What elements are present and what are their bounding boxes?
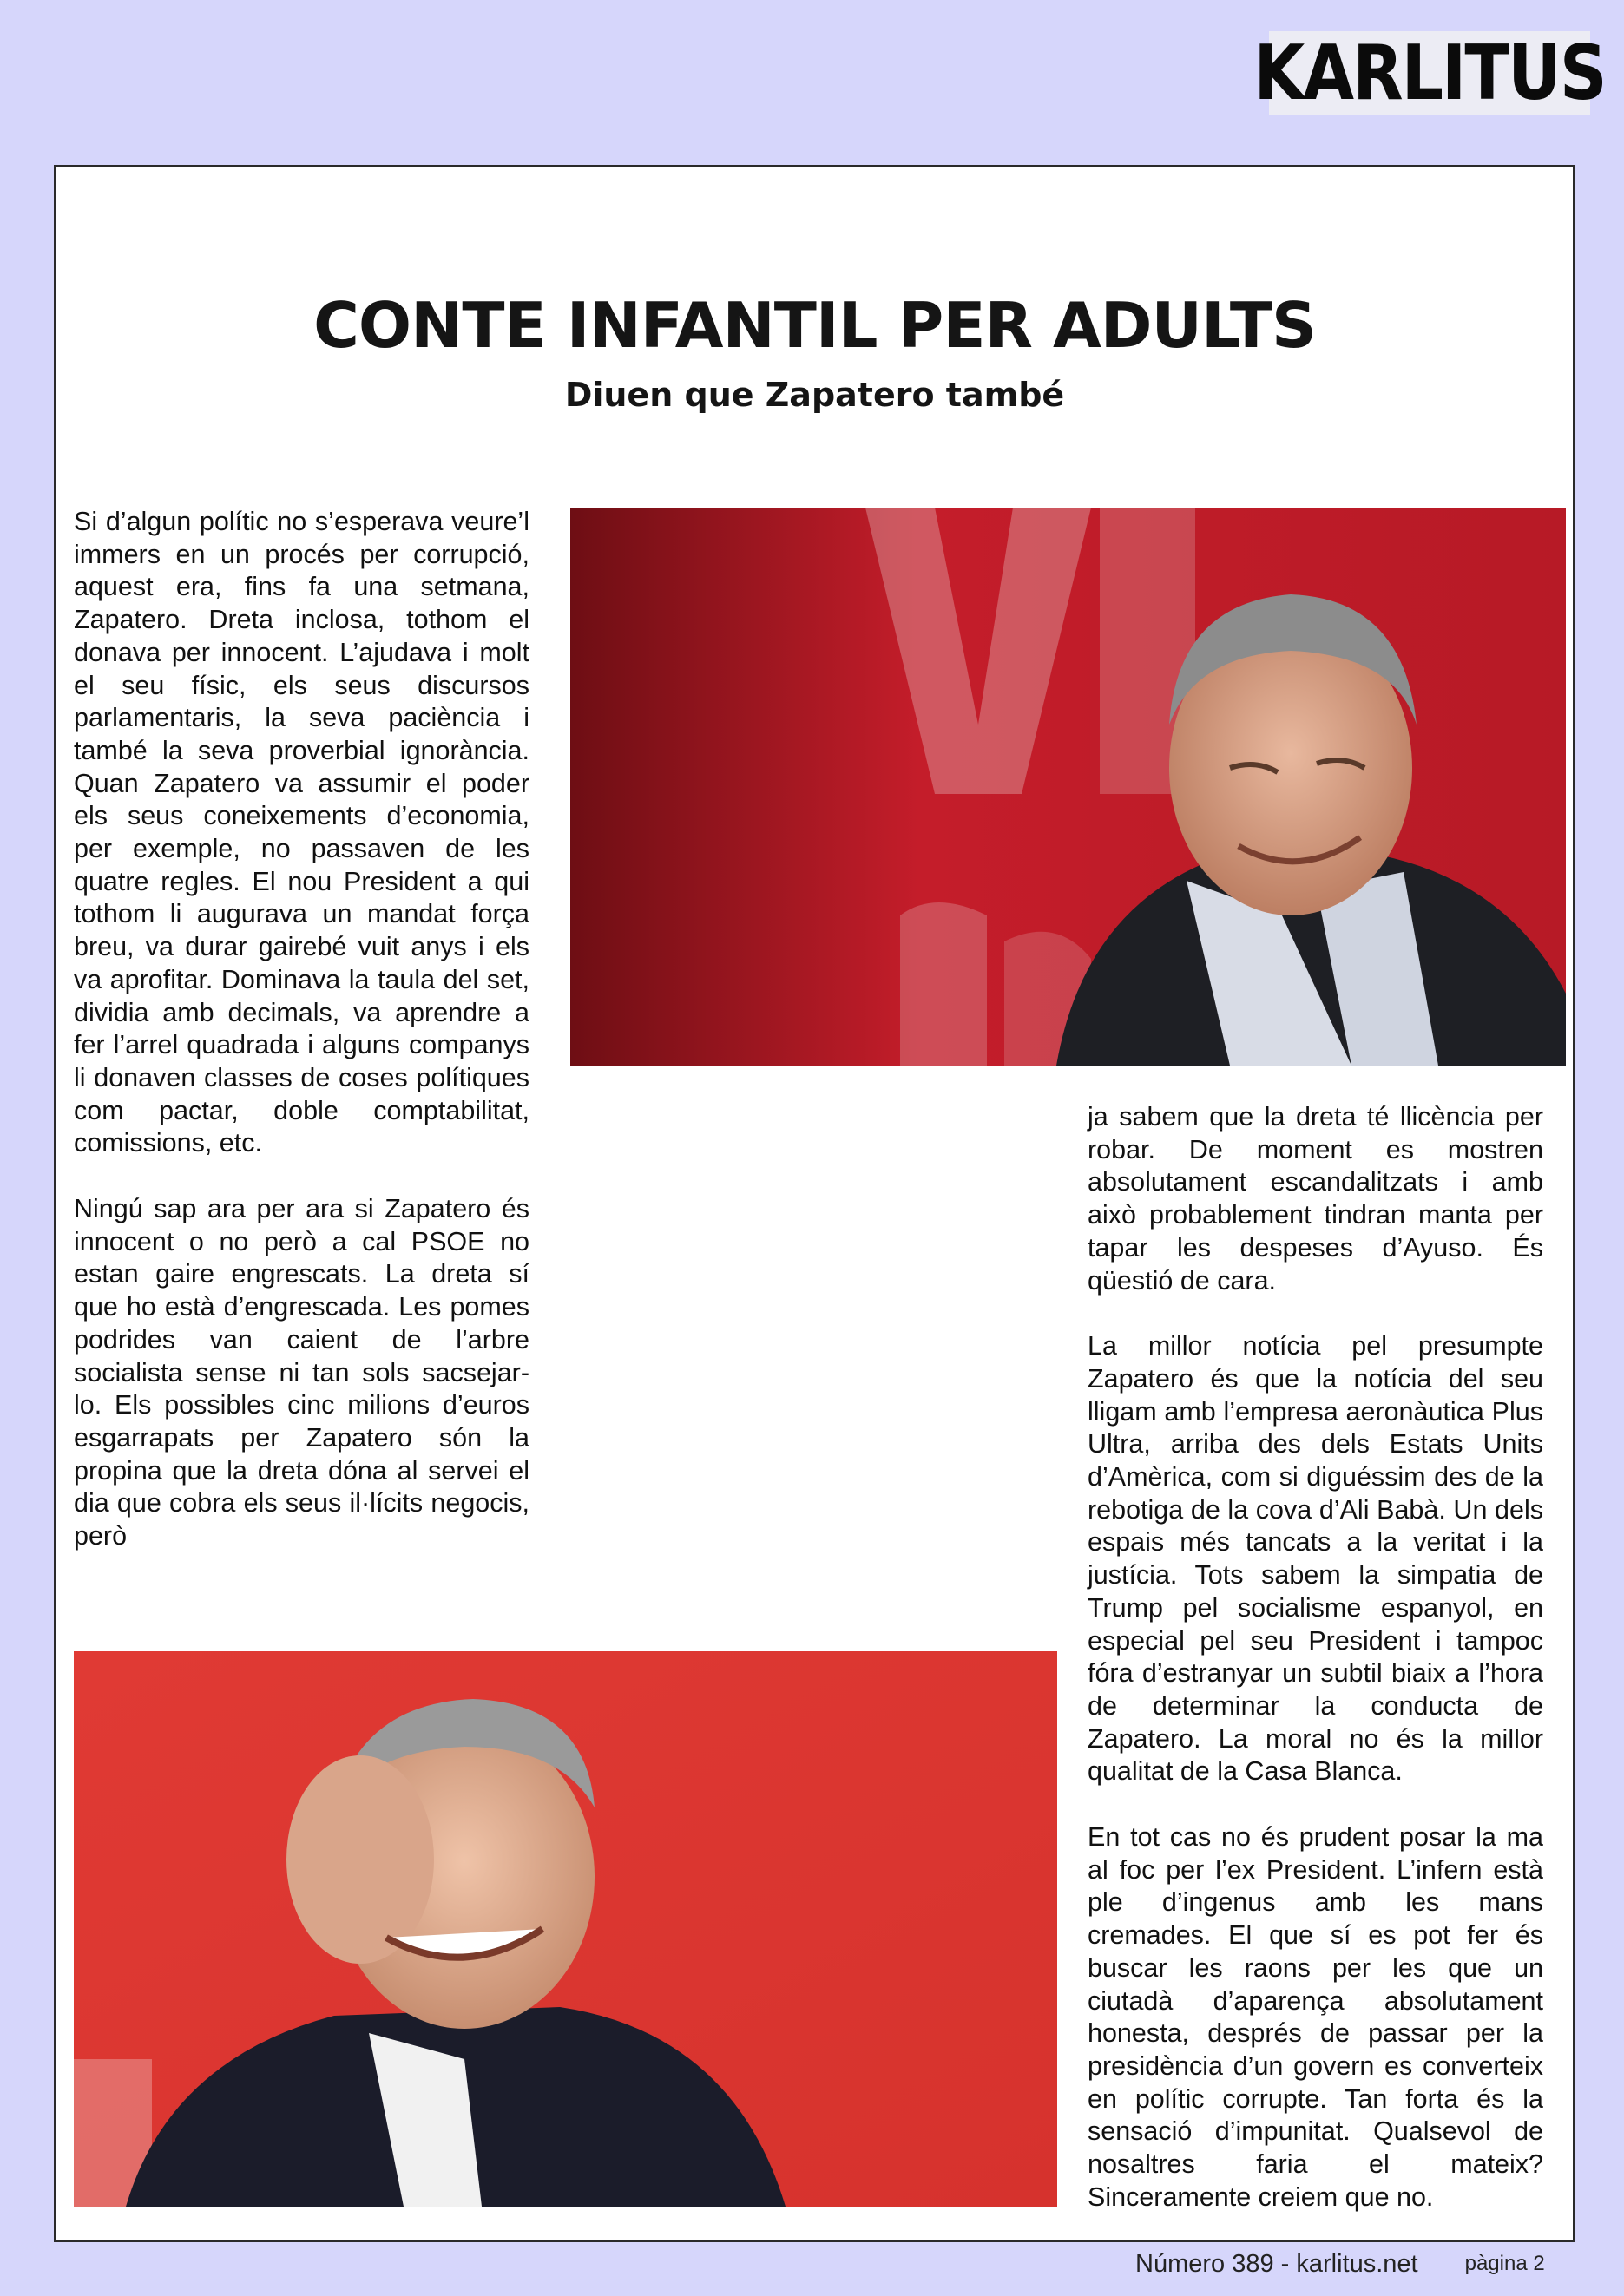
paragraph: En tot cas no és prudent posar la ma al foc per l’ex President. L’infern està ple d’ingenus amb les mans cremades. El que sí es pot fer és buscar les raons per les que un ciutadà d’aparença absolutament honesta, després de passar per la presidència d’un govern es converteix en polític corrupte. Tan forta és la sensació d’impunitat. Qualsevol de nosaltres faria el mateix? Sinceramente creiem que no. <box>1088 1822 1543 2212</box>
logo-text: KARLITUS <box>1253 28 1606 117</box>
photo-zapatero-smiling <box>74 1651 1057 2207</box>
photo-1-illustration <box>570 508 1566 1066</box>
photo-2-illustration <box>74 1651 1057 2207</box>
article-page <box>54 165 1575 2242</box>
article-title: CONTE INFANTIL PER ADULTS <box>313 289 1316 362</box>
right-column <box>1088 1101 1543 2247</box>
issue-number: Número 389 - karlitus.net <box>1135 2249 1418 2278</box>
paragraph: Si d’algun polític no s’esperava veure’l immers en un procés per corrupció, aquest era, fins fa una setmana, Zapatero. Dreta inclosa, tothom el donava per innocent. L’ajudava i molt el seu físic, els seus discursos parlamentaris, la seva paciència i també la seva proverbial ignorància. Quan Zapatero va assumir el poder els seus coneixements d’economia, per exemple, no passaven de les quatre regles. El nou President a qui tothom li augurava un mandat força breu, va durar gairebé vuit anys i els va aprofitar. Dominava la taula del set, dividia amb decimals, va aprendre a fer l’arrel quadrada i alguns companys li donaven classes de coses polítiques com pactar, doble comptabilitat, comissions, etc. <box>74 507 529 1158</box>
left-column <box>74 506 529 1586</box>
paragraph: ja sabem que la dreta té llicència per robar. De moment es mostren absolutament escandalitzats i amb això probablement tindran manta per tapar les despeses d’Ayuso. És qüestió de cara. <box>1088 1102 1543 1296</box>
paragraph: La millor notícia pel presumpte Zapatero és que la notícia del seu lligam amb l’empresa aeronàutica Plus Ultra, arriba des dels Estats Units d’Amèrica, com si diguéssim des de la rebotiga de la cova d’Ali Babà. Un dels espais més tancats a la veritat i la justícia. Tots sabem la simpatia de Trump pel socialisme espanyol, en especial pel seu President i tampoc fóra d’estranyar un subtil biaix a l’hora de determinar la conducta de Zapatero. La moral no és la millor qualitat de la Casa Blanca. <box>1088 1331 1543 1787</box>
photo-zapatero-winking <box>570 508 1566 1066</box>
page-number: pàgina 2 <box>1464 2252 1545 2275</box>
karlitus-logo <box>1253 28 1606 117</box>
paragraph: Ningú sap ara per ara si Zapatero és innocent o no però a cal PSOE no estan gaire engrescats. La dreta sí que ho està d’engrescada. Les pomes podrides van caient de l’arbre socialista sense ni tan sols sacsejar-lo. Els possibles cinc milions d’euros esgarrapats per Zapatero són la propina que la dreta dóna al servei el dia que cobra els seus il·lícits negocis, però <box>74 1194 529 1551</box>
page-footer <box>1135 2242 1587 2286</box>
article-subtitle: Diuen que Zapatero també <box>564 376 1065 414</box>
